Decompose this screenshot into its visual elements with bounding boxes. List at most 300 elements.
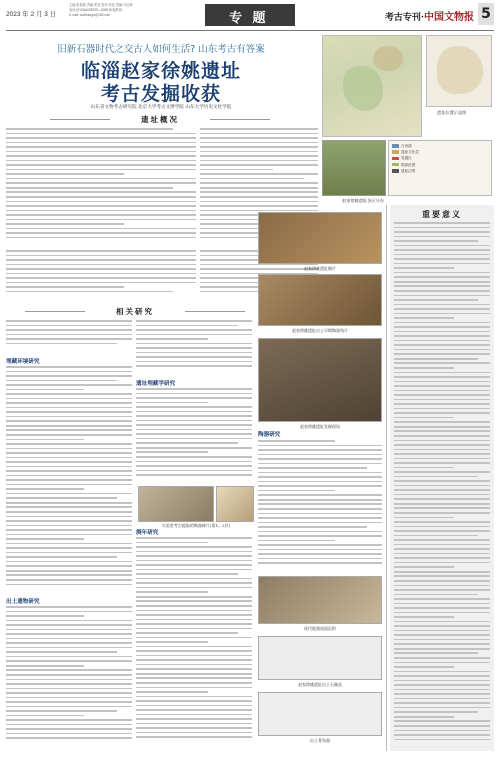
sidebar-text <box>394 222 490 746</box>
text-line <box>136 555 252 557</box>
text-line <box>200 178 304 180</box>
text-line <box>6 429 132 431</box>
figure-caption: 赵家徐姚遗址陶片 <box>304 266 336 271</box>
body-text-column <box>6 128 196 246</box>
text-line <box>394 353 490 355</box>
figure-caption: 出土骨角器 <box>310 738 330 743</box>
text-line <box>258 531 382 533</box>
text-line <box>136 447 252 449</box>
text-line <box>136 397 252 399</box>
text-line <box>394 403 490 405</box>
text-line <box>6 187 173 189</box>
text-line <box>6 443 132 445</box>
text-line <box>394 381 490 383</box>
text-line <box>200 187 318 189</box>
text-line <box>6 434 132 436</box>
text-line <box>136 705 252 707</box>
text-line <box>394 562 490 564</box>
text-line <box>394 494 490 496</box>
text-line <box>394 680 490 682</box>
text-line <box>258 463 382 465</box>
text-line <box>136 334 252 336</box>
text-line <box>136 619 252 621</box>
text-line <box>394 344 490 346</box>
text-line <box>394 507 490 509</box>
text-line <box>6 488 84 490</box>
text-line <box>394 657 490 659</box>
text-line <box>394 426 490 428</box>
text-line <box>258 562 382 564</box>
text-line <box>136 343 252 345</box>
column-divider <box>386 205 387 751</box>
text-line <box>136 723 252 725</box>
text-line <box>136 587 252 589</box>
text-line <box>200 142 318 144</box>
text-line <box>6 264 196 266</box>
text-line <box>394 362 490 364</box>
text-line <box>394 308 490 310</box>
figure-caption: 赵家徐姚遗址出土早期陶器残片 <box>292 328 348 333</box>
text-line <box>200 146 318 148</box>
text-line <box>6 502 132 504</box>
text-line <box>136 347 252 349</box>
text-line <box>136 727 252 729</box>
text-line <box>258 517 382 519</box>
text-line <box>394 684 490 686</box>
legend-item: 勘探范围 <box>392 162 488 168</box>
text-line <box>6 611 132 613</box>
text-line <box>394 734 490 736</box>
text-line <box>6 660 132 662</box>
text-line <box>6 160 196 162</box>
text-line <box>394 449 490 451</box>
text-line <box>6 466 132 468</box>
text-line <box>394 648 490 650</box>
text-line <box>6 574 132 576</box>
masthead-label: 考古专刊· <box>384 13 424 23</box>
text-line <box>136 582 252 584</box>
text-line <box>394 272 490 274</box>
text-line <box>6 692 132 694</box>
text-line <box>136 542 208 544</box>
text-line <box>136 596 252 598</box>
text-line <box>6 205 196 207</box>
text-line <box>6 133 196 135</box>
body-text-column <box>6 250 196 300</box>
text-line <box>6 529 132 531</box>
sherd-photo <box>216 486 254 522</box>
stone-artifacts-photo <box>258 636 382 680</box>
subheading: 出土遗物研究 <box>6 599 40 605</box>
text-line <box>394 725 490 727</box>
text-line <box>136 700 252 702</box>
text-line <box>258 522 382 524</box>
figure-caption: 现代地貌剖面沉积 <box>304 626 336 631</box>
text-line <box>258 503 382 505</box>
section-overview-heading: 遗址概况 <box>120 114 200 125</box>
text-line <box>136 433 252 435</box>
legend-item: 发掘区 <box>392 155 488 161</box>
text-line <box>394 548 490 550</box>
legend-item: 遗址边界 <box>392 168 488 174</box>
text-line <box>6 565 132 567</box>
text-line <box>394 467 454 469</box>
text-line <box>258 440 335 442</box>
sidebar-heading: 重要意义 <box>422 210 462 219</box>
text-line <box>394 417 454 419</box>
text-line <box>6 191 196 193</box>
text-line <box>6 389 84 391</box>
text-line <box>394 367 454 369</box>
text-line <box>136 438 252 440</box>
text-line <box>394 358 478 360</box>
text-line <box>136 673 252 675</box>
text-line <box>394 598 490 600</box>
text-line <box>6 674 132 676</box>
text-line <box>200 155 318 157</box>
text-line <box>394 276 490 278</box>
text-line <box>394 349 490 351</box>
text-line <box>136 736 252 738</box>
text-line <box>394 585 490 587</box>
text-line <box>136 564 252 566</box>
body-text-column <box>6 320 132 350</box>
text-line <box>136 356 252 358</box>
text-line <box>136 320 252 322</box>
text-line <box>136 569 252 571</box>
body-text-column <box>6 366 132 592</box>
text-line <box>136 537 252 539</box>
text-line <box>6 237 196 239</box>
text-line <box>6 366 132 368</box>
text-line <box>6 282 196 284</box>
text-line <box>394 539 490 541</box>
text-line <box>6 232 196 234</box>
text-line <box>394 254 490 256</box>
text-line <box>258 508 382 510</box>
text-line <box>6 615 84 617</box>
text-line <box>136 388 252 390</box>
text-line <box>394 421 490 423</box>
text-line <box>136 714 252 716</box>
text-line <box>6 223 124 225</box>
text-line <box>6 543 132 545</box>
text-line <box>394 408 490 410</box>
text-line <box>6 439 84 441</box>
text-line <box>6 620 132 622</box>
text-line <box>394 462 490 464</box>
text-line <box>258 476 382 478</box>
text-line <box>394 739 490 741</box>
text-line <box>394 594 478 596</box>
text-line <box>6 624 132 626</box>
subheading: 遗址埋藏学研究 <box>136 381 176 387</box>
text-line <box>394 530 490 532</box>
text-line <box>394 621 490 623</box>
text-line <box>6 420 132 422</box>
text-line <box>394 489 490 491</box>
header-divider <box>6 30 494 31</box>
text-line <box>136 641 208 643</box>
text-line <box>394 603 490 605</box>
text-line <box>394 240 478 242</box>
text-line <box>258 445 382 447</box>
legend-item: 遗址文化层 <box>392 149 488 155</box>
text-line <box>394 227 490 229</box>
text-line <box>136 646 252 648</box>
text-line <box>200 137 318 139</box>
page-number: 5 <box>478 3 494 25</box>
text-line <box>6 697 132 699</box>
body-text-column <box>136 320 252 374</box>
text-line <box>394 616 454 618</box>
location-inset-map <box>426 35 492 107</box>
text-line <box>6 250 196 252</box>
text-line <box>6 642 132 644</box>
text-line <box>6 484 132 486</box>
text-line <box>6 398 132 400</box>
article-title-line2: 考古发掘收获 <box>100 83 221 105</box>
text-line <box>6 169 196 171</box>
text-line <box>136 456 252 458</box>
text-line <box>136 560 252 562</box>
pottery-photo <box>258 212 382 264</box>
text-line <box>394 263 490 265</box>
text-line <box>394 290 490 292</box>
text-line <box>6 151 196 153</box>
text-line <box>136 664 252 666</box>
text-line <box>136 393 252 395</box>
text-line <box>6 201 196 203</box>
text-line <box>394 625 490 627</box>
text-line <box>6 210 196 212</box>
text-line <box>394 440 490 442</box>
text-line <box>258 549 382 551</box>
text-line <box>394 313 490 315</box>
text-line <box>6 688 132 690</box>
text-line <box>136 465 252 467</box>
text-line <box>200 191 318 193</box>
text-line <box>6 525 132 527</box>
text-line <box>394 557 490 559</box>
body-text-column <box>6 606 132 746</box>
text-line <box>136 687 252 689</box>
text-line <box>136 600 252 602</box>
text-line <box>136 655 252 657</box>
lab-extraction-photo <box>138 486 214 522</box>
text-line <box>394 666 454 668</box>
figure-caption: 赵家徐姚遗址发掘现场 <box>300 424 340 429</box>
text-line <box>6 710 117 712</box>
meta-line: 电话:(010)64038229—6095 新闻热线: <box>69 8 123 13</box>
text-line <box>6 228 196 230</box>
text-line <box>6 137 196 139</box>
text-line <box>394 589 490 591</box>
text-line <box>136 429 252 431</box>
text-line <box>6 371 132 373</box>
text-line <box>6 570 132 572</box>
text-line <box>6 706 132 708</box>
text-line <box>394 639 490 641</box>
text-line <box>136 614 252 616</box>
text-line <box>200 164 318 166</box>
text-line <box>6 411 132 413</box>
text-line <box>6 416 132 418</box>
text-line <box>394 575 490 577</box>
text-line <box>394 711 478 713</box>
text-line <box>136 637 252 639</box>
text-line <box>6 547 132 549</box>
text-line <box>136 325 238 327</box>
text-line <box>394 331 490 333</box>
text-line <box>6 497 117 499</box>
text-line <box>6 375 132 377</box>
text-line <box>258 449 382 451</box>
text-line <box>394 544 490 546</box>
text-line <box>6 402 132 404</box>
text-line <box>394 630 490 632</box>
text-line <box>258 494 382 496</box>
text-line <box>6 146 196 148</box>
text-line <box>6 638 132 640</box>
text-line <box>6 552 132 554</box>
text-line <box>394 335 490 337</box>
text-line <box>6 384 132 386</box>
text-line <box>394 453 490 455</box>
text-line <box>6 219 196 221</box>
subheading: 测年研究 <box>136 530 159 536</box>
article-byline: 山东省文物考古研究院 北京大学考古文博学院 山东大学历史文化学院 <box>90 105 232 110</box>
body-text-column <box>136 537 252 746</box>
text-line <box>394 372 490 374</box>
text-line <box>394 698 490 700</box>
text-line <box>258 490 335 492</box>
meta-line: E-mail: wwbkaogu@163.com <box>69 13 111 18</box>
text-line <box>258 535 382 537</box>
text-line <box>200 173 318 175</box>
text-line <box>6 393 132 395</box>
text-line <box>6 155 196 157</box>
text-line <box>6 142 196 144</box>
text-line <box>394 245 490 247</box>
text-line <box>136 352 252 354</box>
text-line <box>6 538 84 540</box>
text-line <box>6 701 132 703</box>
text-line <box>6 479 132 481</box>
text-line <box>6 291 173 293</box>
text-line <box>6 457 132 459</box>
text-line <box>394 340 490 342</box>
text-line <box>136 732 252 734</box>
text-line <box>394 662 490 664</box>
text-line <box>258 558 382 560</box>
pottery-fragment-photo <box>258 274 382 326</box>
text-line <box>200 128 318 130</box>
text-line <box>394 553 490 555</box>
text-line <box>6 338 132 340</box>
text-line <box>258 467 367 469</box>
text-line <box>394 671 490 673</box>
text-line <box>6 656 132 658</box>
text-line <box>136 470 252 472</box>
text-line <box>6 728 132 730</box>
text-line <box>136 623 252 625</box>
text-line <box>136 411 252 413</box>
text-line <box>200 205 318 207</box>
text-line <box>394 517 454 519</box>
text-line <box>6 647 132 649</box>
text-line <box>6 606 132 608</box>
text-line <box>6 343 117 345</box>
text-line <box>258 472 382 474</box>
text-line <box>394 385 490 387</box>
text-line <box>136 402 208 404</box>
text-line <box>200 133 318 135</box>
text-line <box>6 534 132 536</box>
subheading: 陶器研究 <box>258 432 281 438</box>
text-line <box>394 231 490 233</box>
text-line <box>394 390 490 392</box>
text-line <box>136 605 252 607</box>
terrain-map <box>322 35 422 137</box>
text-line <box>6 511 132 513</box>
text-line <box>136 691 208 693</box>
text-line <box>6 506 132 508</box>
text-line <box>6 516 132 518</box>
text-line <box>6 448 132 450</box>
text-line <box>136 591 208 593</box>
text-line <box>394 281 490 283</box>
text-line <box>136 578 252 580</box>
text-line <box>136 718 252 720</box>
text-line <box>394 693 490 695</box>
text-line <box>136 628 252 630</box>
text-line <box>394 571 490 573</box>
text-line <box>6 164 196 166</box>
page-header <box>0 0 500 30</box>
text-line <box>394 730 490 732</box>
text-line <box>136 474 252 476</box>
text-line <box>6 320 132 322</box>
text-line <box>258 458 382 460</box>
text-line <box>6 128 173 130</box>
article-title-line1: 临淄赵家徐姚遗址 <box>80 60 241 82</box>
text-line <box>394 258 490 260</box>
text-line <box>6 556 117 558</box>
text-line <box>6 493 132 495</box>
text-line <box>6 329 132 331</box>
text-line <box>6 470 132 472</box>
site-overview-photo <box>322 140 386 196</box>
figure-caption: 赵家徐姚遗址出土石制品 <box>298 682 342 687</box>
text-line <box>394 480 490 482</box>
text-line <box>136 329 252 331</box>
text-line <box>394 526 490 528</box>
text-line <box>136 415 252 417</box>
text-line <box>394 702 490 704</box>
excavation-photo <box>258 338 382 422</box>
map-caption: 遗址位置示意图 <box>437 110 467 115</box>
text-line <box>200 151 318 153</box>
text-line <box>258 544 382 546</box>
text-line <box>258 481 382 483</box>
text-line <box>6 182 196 184</box>
text-line <box>136 546 252 548</box>
text-line <box>394 485 490 487</box>
text-line <box>136 551 252 553</box>
text-line <box>6 665 84 667</box>
text-line <box>6 407 132 409</box>
